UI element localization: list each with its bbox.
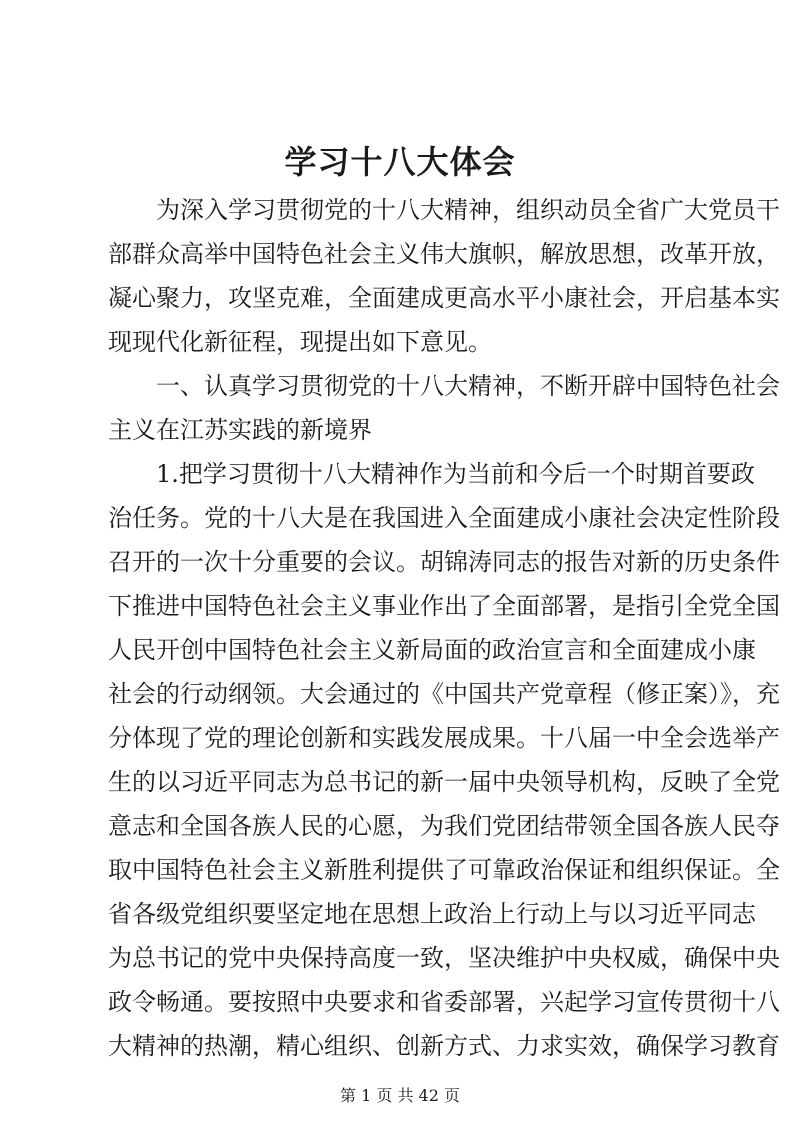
body-line: 社会的行动纲领。大会通过的《中国共产党章程（修正案）》，充 (108, 680, 780, 708)
body-line: 现现代化新征程，现提出如下意见。 (108, 328, 492, 356)
body-line: 召开的一次十分重要的会议。胡锦涛同志的报告对新的历史条件 (108, 548, 780, 576)
body-line: 大精神的热潮，精心组织、创新方式、力求实效，确保学习教育 (108, 1032, 780, 1060)
body-line: 省各级党组织要坚定地在思想上政治上行动上与以习近平同志 (108, 900, 756, 928)
section-heading-line: 主义在江苏实践的新境界 (108, 416, 372, 444)
body-line: 为总书记的党中央保持高度一致，坚决维护中央权威，确保中央 (108, 944, 780, 972)
body-line: 意志和全国各族人民的心愿，为我们党团结带领全国各族人民夺 (108, 812, 780, 840)
body-line: 治任务。党的十八大是在我国进入全面建成小康社会决定性阶段 (108, 504, 780, 532)
body-line: 为深入学习贯彻党的十八大精神，组织动员全省广大党员干 (156, 196, 780, 224)
section-heading-line: 一、认真学习贯彻党的十八大精神，不断开辟中国特色社会 (156, 372, 780, 400)
body-line: 部群众高举中国特色社会主义伟大旗帜，解放思想，改革开放， (108, 240, 780, 268)
body-line: 生的以习近平同志为总书记的新一届中央领导机构，反映了全党 (108, 768, 780, 796)
body-line: 政令畅通。要按照中央要求和省委部署，兴起学习宣传贯彻十八 (108, 988, 780, 1016)
body-line: 分体现了党的理论创新和实践发展成果。十八届一中全会选举产 (108, 724, 780, 752)
body-line: 凝心聚力，攻坚克难，全面建成更高水平小康社会，开启基本实 (108, 284, 780, 312)
body-line: 下推进中国特色社会主义事业作出了全面部署，是指引全党全国 (108, 592, 780, 620)
document-title: 学习十八大体会 (284, 143, 516, 181)
body-line: 人民开创中国特色社会主义新局面的政治宣言和全面建成小康 (108, 636, 756, 664)
page-number-footer: 第 1 页 共 42 页 (340, 1086, 460, 1105)
body-line: 取中国特色社会主义新胜利提供了可靠政治保证和组织保证。全 (108, 856, 780, 884)
body-line: 1.把学习贯彻十八大精神作为当前和今后一个时期首要政 (156, 460, 755, 488)
